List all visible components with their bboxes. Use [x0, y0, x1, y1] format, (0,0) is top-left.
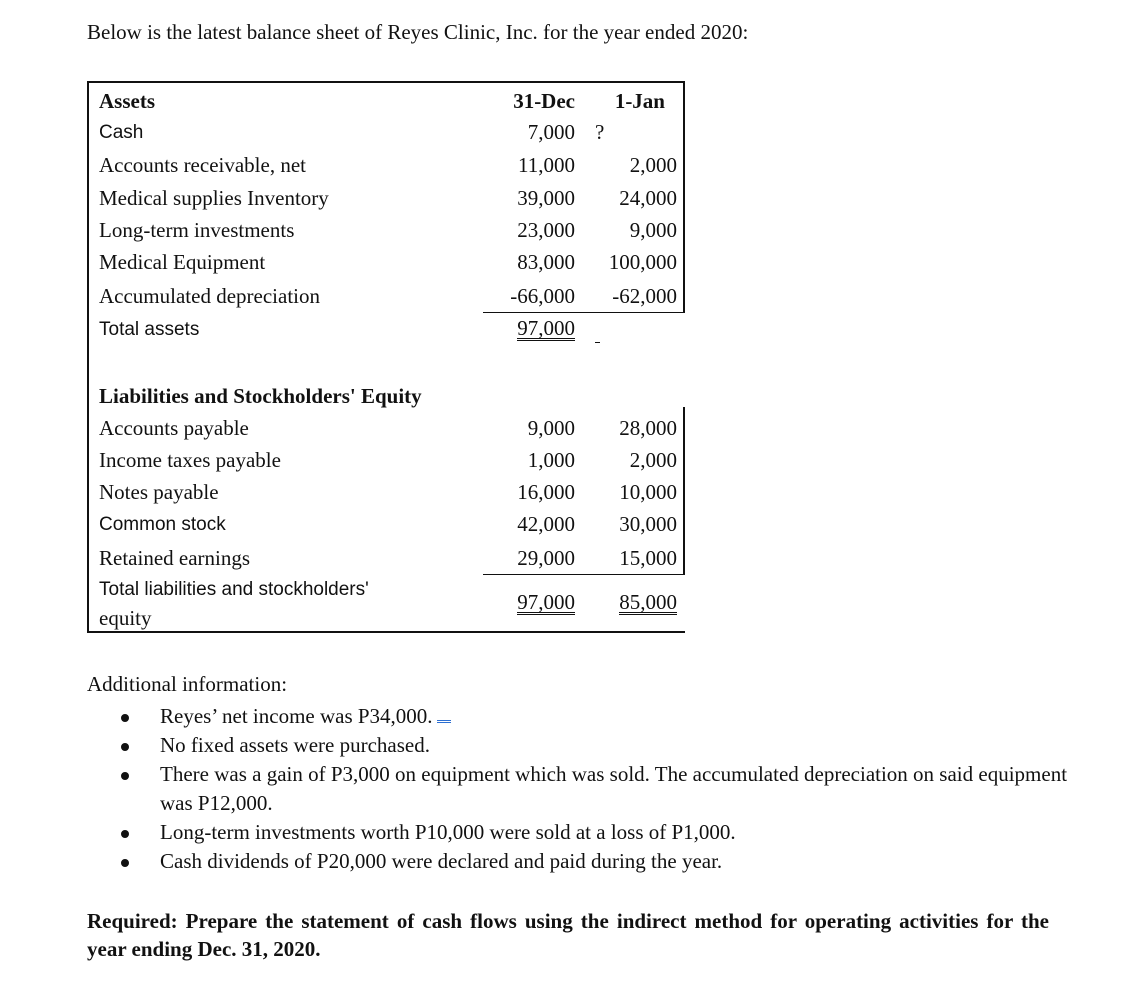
col-dec-header: 31-Dec [513, 89, 575, 113]
liab-jan-taxes: 2,000 [629, 448, 677, 472]
total-liab-jan: 85,000 [619, 590, 677, 614]
asset-label-ar: Accounts receivable, net [99, 153, 306, 177]
bullet-icon [121, 772, 129, 780]
asset-dec-equipment: 83,000 [517, 250, 575, 274]
asset-jan-ar: 2,000 [629, 153, 677, 177]
additional-item-text: Cash dividends of P20,000 were declared and paid during the year. [160, 849, 723, 873]
liab-dec-common-stock: 42,000 [517, 512, 575, 536]
liab-dec-retained: 29,000 [517, 546, 575, 570]
balance-sheet-table [87, 81, 685, 633]
comment-marker-icon[interactable] [437, 712, 451, 723]
total-liab-dec: 97,000 [517, 590, 575, 614]
liab-label-retained: Retained earnings [99, 546, 251, 570]
bullet-icon [121, 830, 129, 838]
liab-label-taxes: Income taxes payable [99, 448, 281, 472]
liab-jan-ap: 28,000 [619, 416, 677, 440]
liab-right-border [683, 407, 685, 575]
asset-label-investments: Long-term investments [99, 218, 295, 242]
asset-jan-accum-dep: -62,000 [612, 284, 677, 308]
list-item [113, 847, 1073, 876]
asset-label-accum-dep: Accumulated depreciation [99, 284, 320, 308]
list-item [113, 702, 1073, 731]
liab-label-ap: Accounts payable [99, 416, 249, 440]
asset-jan-investments: 9,000 [629, 218, 677, 242]
additional-item-text: No fixed assets were purchased. [160, 733, 430, 757]
liab-divider [483, 574, 685, 575]
liab-jan-retained: 15,000 [619, 546, 677, 570]
liabilities-header: Liabilities and Stockholders' Equity [99, 384, 422, 408]
asset-dec-cash: 7,000 [527, 120, 575, 144]
asset-dec-inventory: 39,000 [517, 186, 575, 210]
liab-dec-taxes: 1,000 [527, 448, 575, 472]
list-item [113, 818, 1073, 847]
required-instruction: Required: Prepare the statement of cash flows using the indirect method for operating activities for the year ending Dec. 31, 2020. [87, 909, 1049, 961]
total-liab-label-2: equity [99, 606, 152, 630]
asset-dec-ar: 11,000 [518, 153, 575, 177]
assets-header: Assets [99, 89, 155, 113]
asset-dec-accum-dep: -66,000 [510, 284, 575, 308]
total-liab-label-1: Total liabilities and stockholders' [99, 579, 369, 600]
asset-jan-inventory: 24,000 [619, 186, 677, 210]
bullet-icon [121, 859, 129, 867]
assets-divider [483, 312, 685, 313]
asset-label-equipment: Medical Equipment [99, 250, 266, 274]
additional-info-title: Additional information: [87, 672, 288, 696]
liab-jan-notes: 10,000 [619, 480, 677, 504]
additional-info-list [113, 702, 1073, 876]
liab-dec-ap: 9,000 [527, 416, 575, 440]
bullet-icon [121, 714, 129, 722]
list-item [113, 760, 1073, 818]
liab-label-common-stock: Common stock [99, 514, 226, 535]
intro-text: Below is the latest balance sheet of Reyes Clinic, Inc. for the year ended 2020: [87, 20, 749, 44]
total-assets-label: Total assets [99, 319, 200, 340]
assets-right-border [683, 83, 685, 313]
col-jan-header: 1-Jan [614, 89, 665, 113]
additional-item-text: There was a gain of P3,000 on equipment which was sold. The accumulated depreciation on said equipment was P12,000. [160, 762, 1068, 815]
asset-jan-equipment: 100,000 [608, 250, 677, 274]
additional-item-text: Reyes’ net income was P34,000. [160, 704, 433, 728]
total-assets-jan-dash [595, 342, 600, 343]
total-assets-dec: 97,000 [517, 316, 575, 340]
asset-jan-cash: ? [595, 120, 605, 144]
liab-jan-common-stock: 30,000 [619, 512, 677, 536]
asset-label-cash: Cash [99, 122, 144, 143]
bullet-icon [121, 743, 129, 751]
liab-label-notes: Notes payable [99, 480, 219, 504]
list-item [113, 731, 1073, 760]
asset-label-inventory: Medical supplies Inventory [99, 186, 329, 210]
liab-dec-notes: 16,000 [517, 480, 575, 504]
additional-item-text: Long-term investments worth P10,000 were sold at a loss of P1,000. [160, 820, 736, 844]
asset-dec-investments: 23,000 [517, 218, 575, 242]
